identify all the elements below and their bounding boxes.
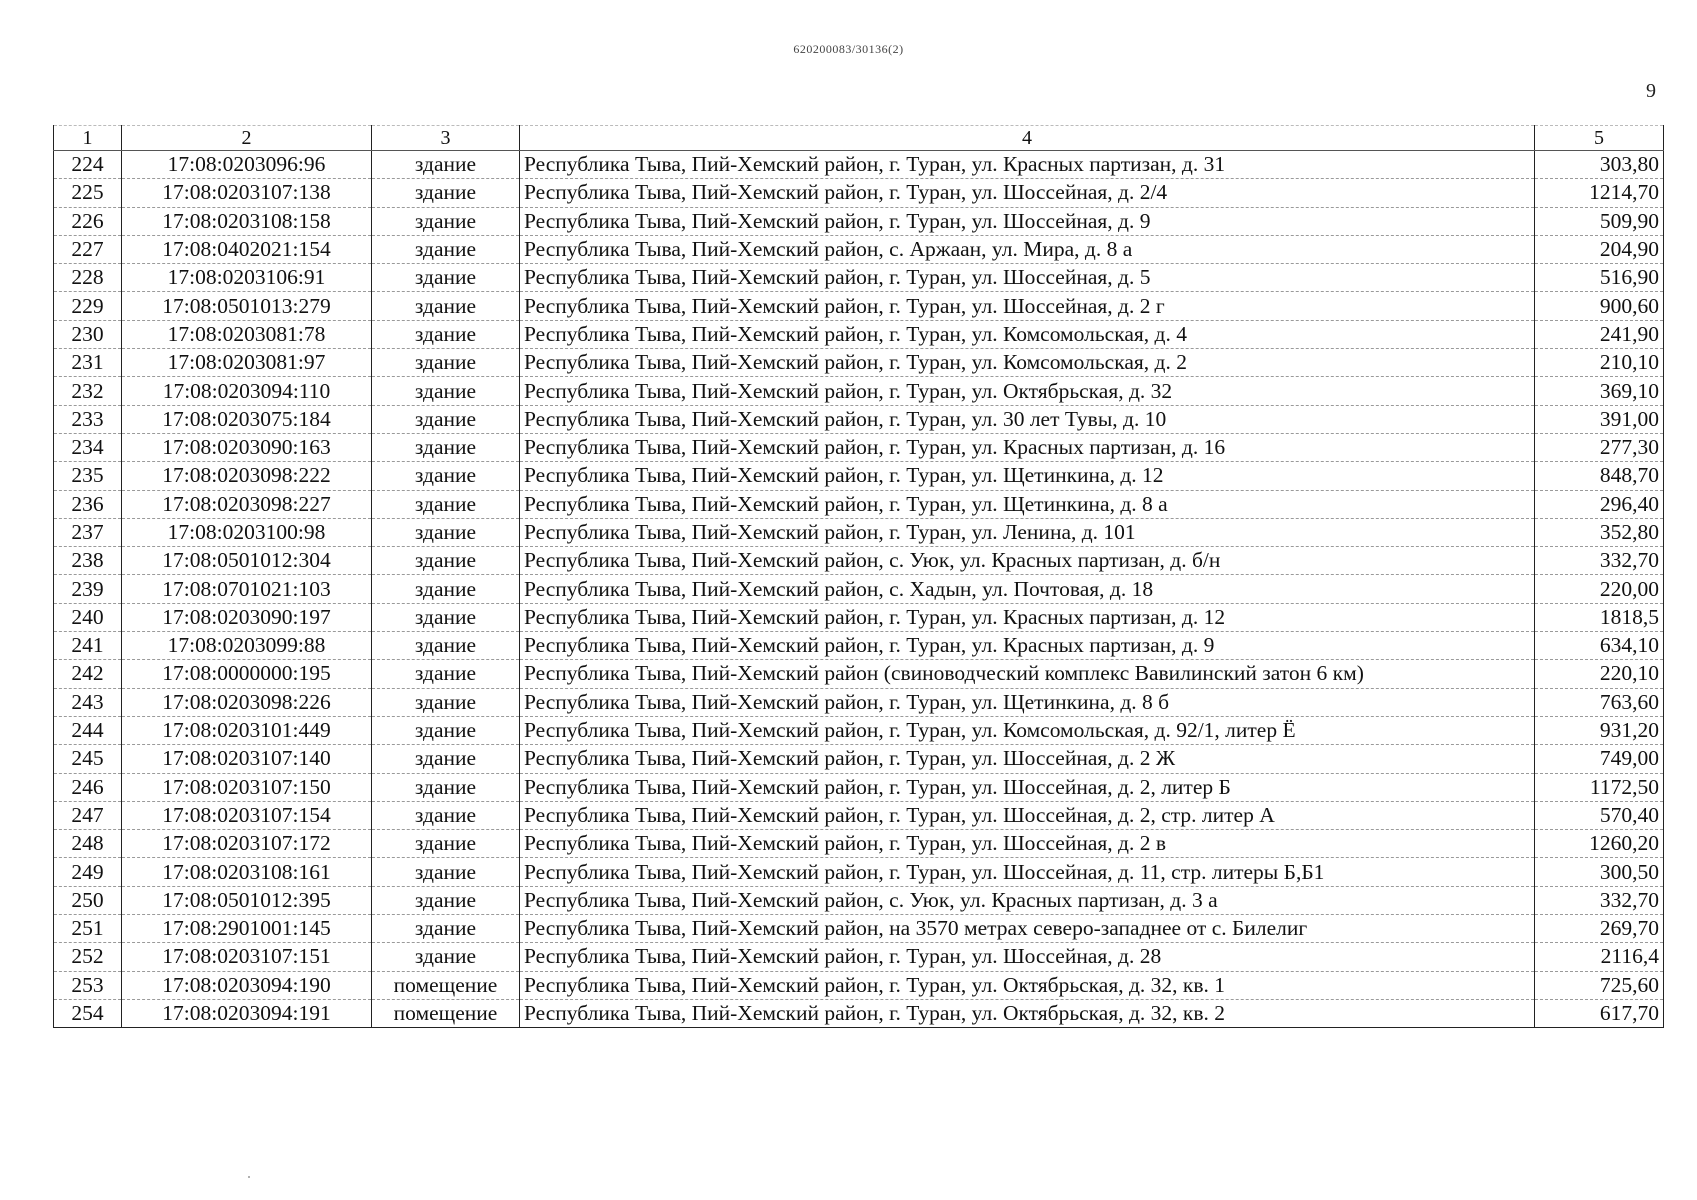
cadastral-number-cell: 17:08:0203099:88: [122, 632, 372, 660]
address-cell: Республика Тыва, Пий-Хемский район, с. Аржаан, ул. Мира, д. 8 а: [520, 235, 1535, 263]
row-number-cell: 247: [54, 801, 122, 829]
cadastral-number-cell: 17:08:0203107:140: [122, 745, 372, 773]
property-register-table: [53, 125, 1664, 1028]
row-number-cell: 254: [54, 999, 122, 1027]
area-cell: 617,70: [1535, 999, 1664, 1027]
table-row: [54, 773, 1664, 801]
object-type-cell: здание: [372, 915, 520, 943]
address-cell: Республика Тыва, Пий-Хемский район, г. Туран, ул. Комсомольская, д. 2: [520, 349, 1535, 377]
cadastral-number-cell: 17:08:0501012:304: [122, 547, 372, 575]
address-cell: Республика Тыва, Пий-Хемский район, г. Туран, ул. Шоссейная, д. 2, стр. литер А: [520, 801, 1535, 829]
table-row: [54, 377, 1664, 405]
area-cell: 220,00: [1535, 575, 1664, 603]
address-cell: Республика Тыва, Пий-Хемский район, г. Туран, ул. Шоссейная, д. 28: [520, 943, 1535, 971]
cadastral-number-cell: 17:08:0203098:222: [122, 462, 372, 490]
document-id: 620200083/30136(2): [793, 42, 904, 56]
table-row: [54, 971, 1664, 999]
object-type-cell: помещение: [372, 971, 520, 999]
object-type-cell: здание: [372, 235, 520, 263]
row-number-cell: 242: [54, 660, 122, 688]
object-type-cell: здание: [372, 575, 520, 603]
object-type-cell: здание: [372, 858, 520, 886]
object-type-cell: здание: [372, 349, 520, 377]
table-row: [54, 886, 1664, 914]
object-type-cell: здание: [372, 632, 520, 660]
row-number-cell: 224: [54, 151, 122, 179]
address-cell: Республика Тыва, Пий-Хемский район, с. Хадын, ул. Почтовая, д. 18: [520, 575, 1535, 603]
row-number-cell: 234: [54, 433, 122, 461]
address-cell: Республика Тыва, Пий-Хемский район, г. Туран, ул. Щетинкина, д. 8 б: [520, 688, 1535, 716]
cadastral-number-cell: 17:08:0203094:110: [122, 377, 372, 405]
area-cell: 277,30: [1535, 433, 1664, 461]
cadastral-number-cell: 17:08:0203108:161: [122, 858, 372, 886]
table-row: [54, 235, 1664, 263]
table-row: [54, 943, 1664, 971]
row-number-cell: 231: [54, 349, 122, 377]
column-header-object-type: 3: [372, 126, 520, 151]
object-type-cell: здание: [372, 405, 520, 433]
table-body: [54, 151, 1664, 1028]
row-number-cell: 225: [54, 179, 122, 207]
area-cell: 848,70: [1535, 462, 1664, 490]
object-type-cell: здание: [372, 377, 520, 405]
row-number-cell: 235: [54, 462, 122, 490]
table-row: [54, 433, 1664, 461]
column-header-area: 5: [1535, 126, 1664, 151]
object-type-cell: здание: [372, 433, 520, 461]
table-row: [54, 405, 1664, 433]
cadastral-number-cell: 17:08:0203107:138: [122, 179, 372, 207]
area-cell: 332,70: [1535, 547, 1664, 575]
address-cell: Республика Тыва, Пий-Хемский район, на 3570 метрах северо-западнее от с. Билелиг: [520, 915, 1535, 943]
object-type-cell: здание: [372, 320, 520, 348]
area-cell: 1214,70: [1535, 179, 1664, 207]
row-number-cell: 227: [54, 235, 122, 263]
address-cell: Республика Тыва, Пий-Хемский район, г. Туран, ул. Шоссейная, д. 2 Ж: [520, 745, 1535, 773]
object-type-cell: здание: [372, 773, 520, 801]
table-row: [54, 915, 1664, 943]
address-cell: Республика Тыва, Пий-Хемский район, с. Уюк, ул. Красных партизан, д. 3 а: [520, 886, 1535, 914]
object-type-cell: здание: [372, 547, 520, 575]
area-cell: 570,40: [1535, 801, 1664, 829]
cadastral-number-cell: 17:08:0203098:226: [122, 688, 372, 716]
object-type-cell: здание: [372, 292, 520, 320]
area-cell: 210,10: [1535, 349, 1664, 377]
area-cell: 352,80: [1535, 518, 1664, 546]
table-row: [54, 264, 1664, 292]
row-number-cell: 232: [54, 377, 122, 405]
area-cell: 1818,5: [1535, 603, 1664, 631]
row-number-cell: 252: [54, 943, 122, 971]
cadastral-number-cell: 17:08:0402021:154: [122, 235, 372, 263]
row-number-cell: 250: [54, 886, 122, 914]
cadastral-number-cell: 17:08:0203107:150: [122, 773, 372, 801]
cadastral-number-cell: 17:08:0203106:91: [122, 264, 372, 292]
address-cell: Республика Тыва, Пий-Хемский район, с. Уюк, ул. Красных партизан, д. б/н: [520, 547, 1535, 575]
row-number-cell: 249: [54, 858, 122, 886]
cadastral-number-cell: 17:08:0203096:96: [122, 151, 372, 179]
row-number-cell: 239: [54, 575, 122, 603]
area-cell: 1172,50: [1535, 773, 1664, 801]
row-number-cell: 238: [54, 547, 122, 575]
cadastral-number-cell: 17:08:0203108:158: [122, 207, 372, 235]
object-type-cell: здание: [372, 660, 520, 688]
object-type-cell: здание: [372, 490, 520, 518]
cadastral-number-cell: 17:08:0701021:103: [122, 575, 372, 603]
cadastral-number-cell: 17:08:0203090:197: [122, 603, 372, 631]
object-type-cell: здание: [372, 264, 520, 292]
row-number-cell: 248: [54, 830, 122, 858]
row-number-cell: 237: [54, 518, 122, 546]
address-cell: Республика Тыва, Пий-Хемский район, г. Туран, ул. Ленина, д. 101: [520, 518, 1535, 546]
table-row: [54, 349, 1664, 377]
address-cell: Республика Тыва, Пий-Хемский район, г. Туран, ул. Октябрьская, д. 32, кв. 2: [520, 999, 1535, 1027]
object-type-cell: здание: [372, 207, 520, 235]
table-row: [54, 179, 1664, 207]
address-cell: Республика Тыва, Пий-Хемский район, г. Туран, ул. Шоссейная, д. 2/4: [520, 179, 1535, 207]
address-cell: Республика Тыва, Пий-Хемский район, г. Туран, ул. Красных партизан, д. 12: [520, 603, 1535, 631]
row-number-cell: 230: [54, 320, 122, 348]
area-cell: 763,60: [1535, 688, 1664, 716]
area-cell: 296,40: [1535, 490, 1664, 518]
area-cell: 900,60: [1535, 292, 1664, 320]
row-number-cell: 226: [54, 207, 122, 235]
cadastral-number-cell: 17:08:0203075:184: [122, 405, 372, 433]
table-row: [54, 716, 1664, 744]
cadastral-number-cell: 17:08:0203094:190: [122, 971, 372, 999]
address-cell: Республика Тыва, Пий-Хемский район, г. Туран, ул. Шоссейная, д. 9: [520, 207, 1535, 235]
row-number-cell: 240: [54, 603, 122, 631]
table-row: [54, 830, 1664, 858]
area-cell: 269,70: [1535, 915, 1664, 943]
address-cell: Республика Тыва, Пий-Хемский район, г. Туран, ул. Комсомольская, д. 4: [520, 320, 1535, 348]
column-header-address: 4: [520, 126, 1535, 151]
area-cell: 204,90: [1535, 235, 1664, 263]
column-header-number: 1: [54, 126, 122, 151]
address-cell: Республика Тыва, Пий-Хемский район, г. Туран, ул. Шоссейная, д. 5: [520, 264, 1535, 292]
cadastral-number-cell: 17:08:0501013:279: [122, 292, 372, 320]
table-row: [54, 490, 1664, 518]
cadastral-number-cell: 17:08:2901001:145: [122, 915, 372, 943]
table-row: [54, 688, 1664, 716]
cadastral-number-cell: 17:08:0203100:98: [122, 518, 372, 546]
row-number-cell: 243: [54, 688, 122, 716]
area-cell: 369,10: [1535, 377, 1664, 405]
cadastral-number-cell: 17:08:0203098:227: [122, 490, 372, 518]
object-type-cell: здание: [372, 943, 520, 971]
row-number-cell: 245: [54, 745, 122, 773]
address-cell: Республика Тыва, Пий-Хемский район, г. Туран, ул. Красных партизан, д. 16: [520, 433, 1535, 461]
address-cell: Республика Тыва, Пий-Хемский район, г. Туран, ул. Шоссейная, д. 11, стр. литеры Б,Б1: [520, 858, 1535, 886]
table-row: [54, 999, 1664, 1027]
cadastral-number-cell: 17:08:0203094:191: [122, 999, 372, 1027]
row-number-cell: 241: [54, 632, 122, 660]
table-row: [54, 547, 1664, 575]
area-cell: 241,90: [1535, 320, 1664, 348]
address-cell: Республика Тыва, Пий-Хемский район (свиноводческий комплекс Вавилинский затон 6 км): [520, 660, 1535, 688]
address-cell: Республика Тыва, Пий-Хемский район, г. Туран, ул. Шоссейная, д. 2, литер Б: [520, 773, 1535, 801]
area-cell: 391,00: [1535, 405, 1664, 433]
address-cell: Республика Тыва, Пий-Хемский район, г. Туран, ул. Октябрьская, д. 32: [520, 377, 1535, 405]
area-cell: 634,10: [1535, 632, 1664, 660]
table-row: [54, 745, 1664, 773]
object-type-cell: здание: [372, 179, 520, 207]
object-type-cell: здание: [372, 603, 520, 631]
table-row: [54, 801, 1664, 829]
cadastral-number-cell: 17:08:0203107:154: [122, 801, 372, 829]
object-type-cell: здание: [372, 518, 520, 546]
area-cell: 749,00: [1535, 745, 1664, 773]
page-number: 9: [1646, 80, 1656, 102]
object-type-cell: здание: [372, 886, 520, 914]
header-row: [54, 126, 1664, 151]
table-row: [54, 660, 1664, 688]
area-cell: 300,50: [1535, 858, 1664, 886]
object-type-cell: здание: [372, 801, 520, 829]
area-cell: 931,20: [1535, 716, 1664, 744]
area-cell: 332,70: [1535, 886, 1664, 914]
object-type-cell: здание: [372, 462, 520, 490]
address-cell: Республика Тыва, Пий-Хемский район, г. Туран, ул. Красных партизан, д. 31: [520, 151, 1535, 179]
row-number-cell: 233: [54, 405, 122, 433]
cadastral-number-cell: 17:08:0203107:151: [122, 943, 372, 971]
object-type-cell: здание: [372, 830, 520, 858]
scan-speck: [248, 1176, 250, 1178]
object-type-cell: здание: [372, 688, 520, 716]
area-cell: 725,60: [1535, 971, 1664, 999]
address-cell: Республика Тыва, Пий-Хемский район, г. Туран, ул. 30 лет Тувы, д. 10: [520, 405, 1535, 433]
address-cell: Республика Тыва, Пий-Хемский район, г. Туран, ул. Щетинкина, д. 8 а: [520, 490, 1535, 518]
table-row: [54, 603, 1664, 631]
area-cell: 509,90: [1535, 207, 1664, 235]
table-row: [54, 292, 1664, 320]
row-number-cell: 251: [54, 915, 122, 943]
cadastral-number-cell: 17:08:0203107:172: [122, 830, 372, 858]
row-number-cell: 244: [54, 716, 122, 744]
row-number-cell: 229: [54, 292, 122, 320]
row-number-cell: 253: [54, 971, 122, 999]
row-number-cell: 236: [54, 490, 122, 518]
table-row: [54, 575, 1664, 603]
area-cell: 220,10: [1535, 660, 1664, 688]
table-row: [54, 632, 1664, 660]
area-cell: 516,90: [1535, 264, 1664, 292]
row-number-cell: 228: [54, 264, 122, 292]
table-row: [54, 462, 1664, 490]
object-type-cell: помещение: [372, 999, 520, 1027]
table-row: [54, 858, 1664, 886]
table-header: [54, 126, 1664, 151]
cadastral-number-cell: 17:08:0000000:195: [122, 660, 372, 688]
cadastral-number-cell: 17:08:0203090:163: [122, 433, 372, 461]
object-type-cell: здание: [372, 151, 520, 179]
area-cell: 2116,4: [1535, 943, 1664, 971]
row-number-cell: 246: [54, 773, 122, 801]
table-row: [54, 151, 1664, 179]
object-type-cell: здание: [372, 745, 520, 773]
table-row: [54, 207, 1664, 235]
cadastral-number-cell: 17:08:0203081:78: [122, 320, 372, 348]
object-type-cell: здание: [372, 716, 520, 744]
address-cell: Республика Тыва, Пий-Хемский район, г. Туран, ул. Октябрьская, д. 32, кв. 1: [520, 971, 1535, 999]
table-row: [54, 518, 1664, 546]
address-cell: Республика Тыва, Пий-Хемский район, г. Туран, ул. Шоссейная, д. 2 г: [520, 292, 1535, 320]
address-cell: Республика Тыва, Пий-Хемский район, г. Туран, ул. Щетинкина, д. 12: [520, 462, 1535, 490]
address-cell: Республика Тыва, Пий-Хемский район, г. Туран, ул. Комсомольская, д. 92/1, литер Ё: [520, 716, 1535, 744]
cadastral-number-cell: 17:08:0501012:395: [122, 886, 372, 914]
address-cell: Республика Тыва, Пий-Хемский район, г. Туран, ул. Шоссейная, д. 2 в: [520, 830, 1535, 858]
area-cell: 1260,20: [1535, 830, 1664, 858]
table-row: [54, 320, 1664, 348]
column-header-cadastral-number: 2: [122, 126, 372, 151]
address-cell: Республика Тыва, Пий-Хемский район, г. Туран, ул. Красных партизан, д. 9: [520, 632, 1535, 660]
cadastral-number-cell: 17:08:0203101:449: [122, 716, 372, 744]
area-cell: 303,80: [1535, 151, 1664, 179]
cadastral-number-cell: 17:08:0203081:97: [122, 349, 372, 377]
